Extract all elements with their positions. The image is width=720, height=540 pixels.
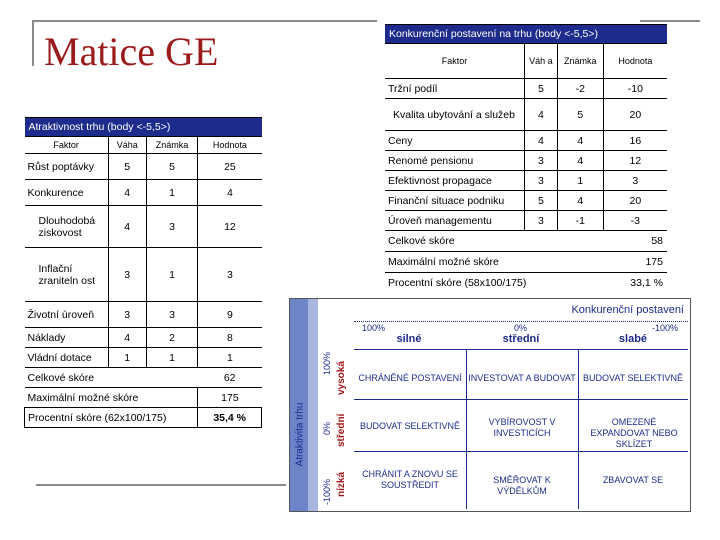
value-cell: 20 xyxy=(603,191,667,211)
value-cell: 9 xyxy=(198,302,262,328)
column-medium: střední xyxy=(502,333,540,345)
competitive-caption: Konkurenční postavení na trhu (body <-5,5>) xyxy=(385,25,667,44)
header-value: Hodnota xyxy=(198,137,262,154)
value-cell: -10 xyxy=(603,79,667,99)
factor-cell: Úroveň managementu xyxy=(385,211,524,231)
header-weight: Váha xyxy=(108,137,146,154)
grade-cell: -2 xyxy=(557,79,603,99)
matrix-cell-low-strong: CHRÁNIT A ZNOVU SE SOUSTŘEDIT xyxy=(362,469,458,490)
grade-cell: 1 xyxy=(557,171,603,191)
factor-cell: Růst poptávky xyxy=(25,154,109,180)
table-row xyxy=(385,171,667,191)
header-weight: Váh a xyxy=(524,44,557,79)
factor-cell: Ceny xyxy=(385,131,524,151)
value-cell: 12 xyxy=(603,151,667,171)
table-row xyxy=(25,302,262,328)
total-score-value: 58 xyxy=(603,231,667,252)
max-score-value: 175 xyxy=(198,388,262,408)
grade-cell: 4 xyxy=(557,191,603,211)
factor-cell: Finanční situace podniku xyxy=(385,191,524,211)
value-cell: 3 xyxy=(603,171,667,191)
total-score-value: 62 xyxy=(198,368,262,388)
weight-cell: 4 xyxy=(108,328,146,348)
x-axis-title: Konkurenční postavení xyxy=(571,304,684,316)
grade-cell: -1 xyxy=(557,211,603,231)
y-pct-mid: 0% xyxy=(322,421,332,435)
x-axis-rule xyxy=(354,321,688,322)
weight-cell: 4 xyxy=(524,99,557,131)
value-cell: 3 xyxy=(198,248,262,302)
grade-cell: 2 xyxy=(146,328,198,348)
grade-cell: 1 xyxy=(146,248,198,302)
grade-cell: 1 xyxy=(146,348,198,368)
weight-cell: 3 xyxy=(108,248,146,302)
percent-score-value: 33,1 % xyxy=(603,273,667,294)
grid-line-h1 xyxy=(354,349,688,350)
table-row xyxy=(385,151,667,171)
grid-line-v1 xyxy=(466,349,467,509)
factor-cell: Náklady xyxy=(25,328,109,348)
weight-cell: 3 xyxy=(108,302,146,328)
weight-cell: 5 xyxy=(108,154,146,180)
factor-cell: Renomé pensionu xyxy=(385,151,524,171)
y-axis-band-inner xyxy=(308,299,318,511)
grid-line-v2 xyxy=(578,349,579,509)
weight-cell: 3 xyxy=(524,211,557,231)
title-rule-right xyxy=(640,20,700,22)
competitive-position-table xyxy=(385,24,667,294)
matrix-cell-high-medium: INVESTOVAT A BUDOVAT xyxy=(468,373,576,383)
header-grade: Známka xyxy=(557,44,603,79)
percent-score-label: Procentní skóre (58x100/175) xyxy=(385,273,603,294)
total-score-label: Celkové skóre xyxy=(25,368,198,388)
table-row xyxy=(25,154,262,180)
matrix-cell-high-strong: CHRÁNĚNÉ POSTAVENÍ xyxy=(358,373,462,383)
grade-cell: 4 xyxy=(557,151,603,171)
x-pct-high: 100% xyxy=(362,323,386,333)
matrix-cell-medium-strong: BUDOVAT SELEKTIVNĚ xyxy=(359,421,461,431)
row-high: vysoká xyxy=(336,361,347,395)
value-cell: 25 xyxy=(198,154,262,180)
total-score-label: Celkové skóre xyxy=(385,231,603,252)
value-cell: 16 xyxy=(603,131,667,151)
value-cell: 4 xyxy=(198,180,262,206)
y-axis-title: Atraktivita trhu xyxy=(294,402,306,467)
percent-score-label: Procentní skóre (62x100/175) xyxy=(25,408,198,428)
table-row xyxy=(385,211,667,231)
grade-cell: 3 xyxy=(146,206,198,248)
row-low: nízká xyxy=(336,471,347,497)
factor-cell: Konkurence xyxy=(25,180,109,206)
header-factor: Faktor xyxy=(25,137,109,154)
weight-cell: 3 xyxy=(524,151,557,171)
value-cell: -3 xyxy=(603,211,667,231)
attractiveness-caption: Atraktivnost trhu (body <-5,5>) xyxy=(25,118,262,137)
grade-cell: 5 xyxy=(557,99,603,131)
factor-cell: Kvalita ubytování a služeb xyxy=(385,99,524,131)
y-pct-low: -100% xyxy=(322,478,332,505)
matrix-cell-medium-medium: VYBÍROVOST V INVESTICÍCH xyxy=(488,417,556,438)
grid-line-h2 xyxy=(354,399,688,400)
title-rule-left xyxy=(32,20,34,66)
weight-cell: 5 xyxy=(524,191,557,211)
factor-cell: Efektivnost propagace xyxy=(385,171,524,191)
table-row xyxy=(25,328,262,348)
weight-cell: 4 xyxy=(108,180,146,206)
market-attractiveness-table xyxy=(24,117,262,428)
factor-cell: Životní úroveň xyxy=(25,302,109,328)
table-row xyxy=(385,79,667,99)
header-value: Hodnota xyxy=(603,44,667,79)
table-row xyxy=(385,131,667,151)
factor-cell: Vládní dotace xyxy=(25,348,109,368)
matrix-cell-low-medium: SMĚŘOVAT K VÝDĚLKŮM xyxy=(493,475,551,496)
matrix-cell-low-weak: ZBAVOVAT SE xyxy=(602,475,664,485)
weight-cell: 4 xyxy=(108,206,146,248)
grade-cell: 5 xyxy=(146,154,198,180)
column-strong: silné xyxy=(396,333,422,345)
table-row xyxy=(385,99,667,131)
ge-matrix xyxy=(289,298,691,512)
max-score-label: Maximální možné skóre xyxy=(385,252,603,273)
matrix-cell-medium-weak: OMEZENÉ EXPANDOVAT NEBO SKLÍZET xyxy=(590,417,678,449)
value-cell: 8 xyxy=(198,328,262,348)
header-grade: Známka xyxy=(146,137,198,154)
x-pct-low: -100% xyxy=(652,323,679,333)
weight-cell: 1 xyxy=(108,348,146,368)
value-cell: 1 xyxy=(198,348,262,368)
y-pct-high: 100% xyxy=(322,351,332,375)
slide-title: Matice GE xyxy=(44,29,219,74)
weight-cell: 3 xyxy=(524,171,557,191)
percent-score-value: 35,4 % xyxy=(198,408,262,428)
title-rule-top xyxy=(32,20,377,22)
bottom-rule xyxy=(36,484,286,486)
table-row xyxy=(385,191,667,211)
x-pct-mid: 0% xyxy=(514,323,528,333)
column-weak: slabé xyxy=(618,333,648,345)
grade-cell: 3 xyxy=(146,302,198,328)
row-medium: střední xyxy=(336,413,347,447)
factor-cell: Inflační zraniteln ost xyxy=(25,248,109,302)
weight-cell: 4 xyxy=(524,131,557,151)
table-row xyxy=(25,348,262,368)
max-score-value: 175 xyxy=(603,252,667,273)
value-cell: 12 xyxy=(198,206,262,248)
grade-cell: 4 xyxy=(557,131,603,151)
header-factor: Faktor xyxy=(385,44,524,79)
max-score-label: Maximální možné skóre xyxy=(25,388,198,408)
weight-cell: 5 xyxy=(524,79,557,99)
factor-cell: Tržní podíl xyxy=(385,79,524,99)
grade-cell: 1 xyxy=(146,180,198,206)
table-row xyxy=(25,206,262,248)
table-row xyxy=(25,180,262,206)
factor-cell: Dlouhodobá ziskovost xyxy=(25,206,109,248)
matrix-cell-high-weak: BUDOVAT SELEKTIVNĚ xyxy=(582,373,684,383)
value-cell: 20 xyxy=(603,99,667,131)
table-row xyxy=(25,248,262,302)
grid-line-h3 xyxy=(354,451,688,452)
